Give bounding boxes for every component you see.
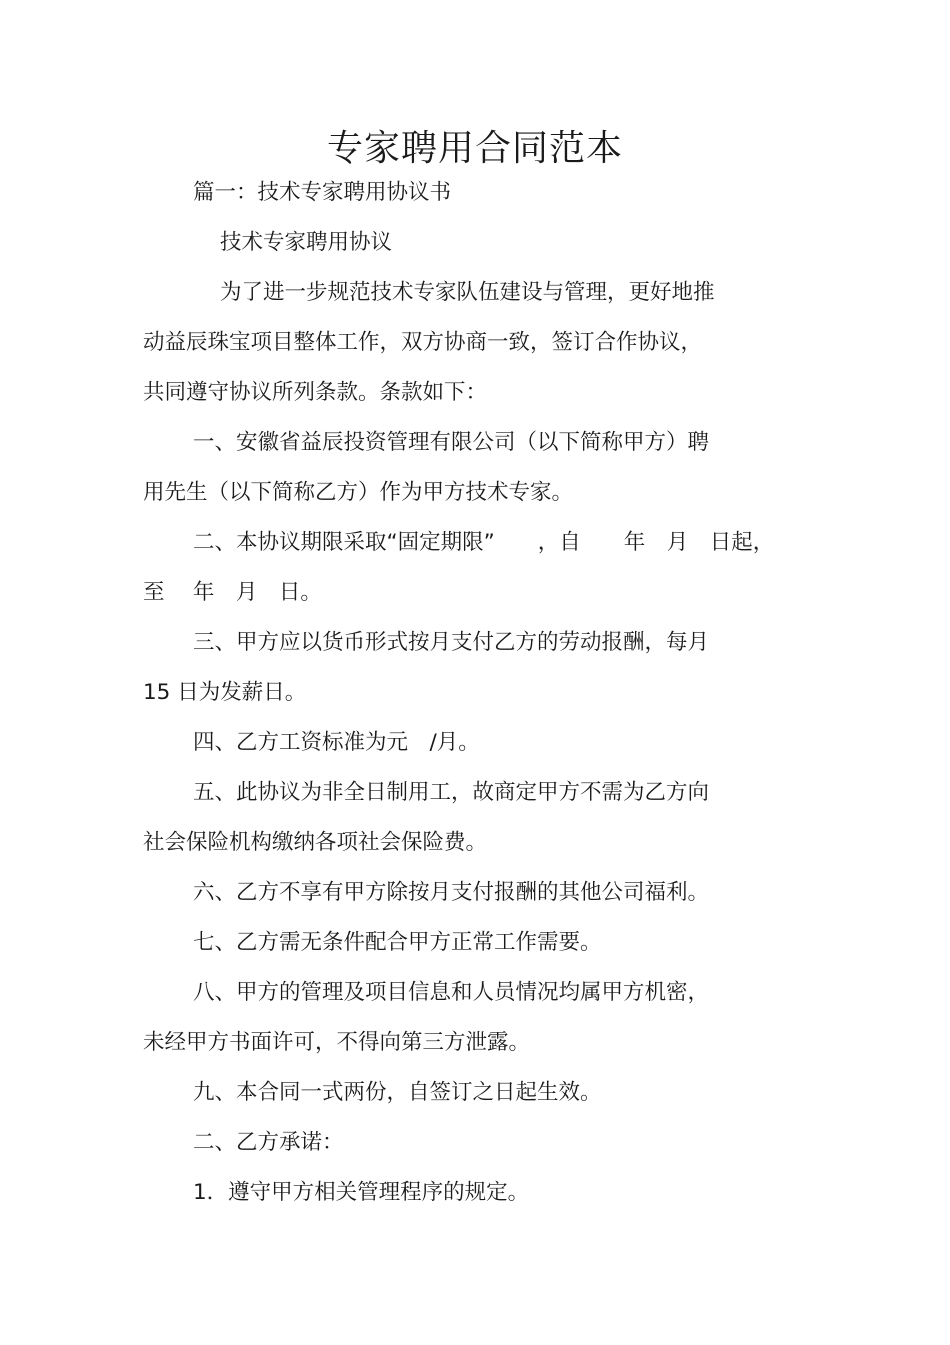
clause-3-line: 15 日为发薪日。 — [143, 680, 307, 705]
clause-1-line: 一、安徽省益辰投资管理有限公司（以下简称甲方）聘 — [193, 430, 710, 455]
clause-4-line: 四、乙方工资标准为元 /月。 — [193, 730, 480, 755]
clause-5-line: 社会保险机构缴纳各项社会保险费。 — [143, 830, 488, 855]
document-title: 专家聘用合同范本 — [326, 128, 623, 169]
commitment-heading: 二、乙方承诺： — [193, 1130, 344, 1155]
clause-3-line: 三、甲方应以货币形式按月支付乙方的劳动报酬，每月 — [193, 630, 710, 655]
paragraph-line: 共同遵守协议所列条款。条款如下： — [143, 380, 488, 405]
section-heading: 篇一：技术专家聘用协议书 — [193, 180, 452, 205]
paragraph-line: 动益辰珠宝项目整体工作，双方协商一致，签订合作协议， — [143, 330, 703, 355]
clause-6-line: 六、乙方不享有甲方除按月支付报酬的其他公司福利。 — [193, 880, 710, 905]
clause-2-line: 至 年 月 日。 — [143, 580, 322, 605]
clause-1-line: 用先生（以下简称乙方）作为甲方技术专家。 — [143, 480, 574, 505]
commitment-item-1: 1．遵守甲方相关管理程序的规定。 — [193, 1180, 530, 1205]
clause-7-line: 七、乙方需无条件配合甲方正常工作需要。 — [193, 930, 602, 955]
clause-8-line: 八、甲方的管理及项目信息和人员情况均属甲方机密， — [193, 980, 710, 1005]
clause-2-line: 二、本协议期限采取“固定期限” ，自 年 月 日起， — [193, 530, 775, 555]
paragraph-line: 为了进一步规范技术专家队伍建设与管理，更好地推 — [220, 280, 715, 305]
clause-5-line: 五、此协议为非全日制用工，故商定甲方不需为乙方向 — [193, 780, 710, 805]
agreement-title: 技术专家聘用协议 — [220, 230, 393, 255]
clause-8-line: 未经甲方书面许可，不得向第三方泄露。 — [143, 1030, 531, 1055]
clause-9-line: 九、本合同一式两份，自签订之日起生效。 — [193, 1080, 602, 1105]
